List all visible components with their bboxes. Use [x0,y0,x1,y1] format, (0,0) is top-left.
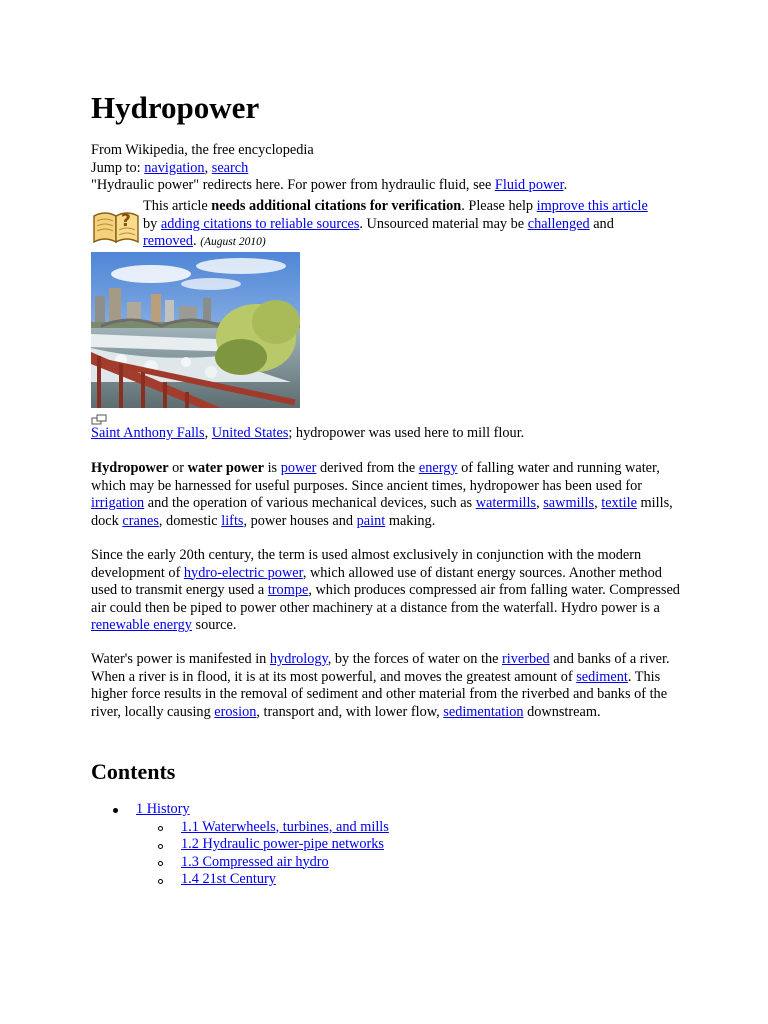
paragraph-history [91,547,681,635]
riverbed-link[interactable]: riverbed [502,651,550,667]
erosion-link[interactable]: erosion [214,703,257,720]
text: Since the early 20th century, the term is used almost exclusively in conjunction with the modern development of [91,547,642,581]
text: downstream. [523,703,601,720]
bullet-circle-icon [158,861,163,866]
text: , [536,495,544,511]
text: of falling water and running water, which may be harnessed for useful purposes. Since ancient times, hydropower has been used for [91,460,660,494]
paragraph-hydrology [91,651,681,721]
svg-text:?: ? [121,211,131,231]
text: derived from the [316,460,419,476]
notice-text-1: This article [143,198,212,214]
toc-item-history[interactable]: 1 History [136,801,190,817]
caption-sep: , [204,425,212,441]
energy-link[interactable]: energy [418,460,458,476]
jump-navigation-link[interactable]: navigation [144,159,205,176]
sedimentation-link[interactable]: sedimentation [443,703,524,720]
bold-water-power: water power [187,460,264,476]
trompe-link[interactable]: trompe [267,582,309,598]
text: is [264,460,281,476]
power-link[interactable]: power [280,460,317,476]
bold-hydropower: Hydropower [91,460,169,476]
text: or [168,460,188,476]
text: mills, dock [91,495,673,529]
renewable-energy-link[interactable]: renewable energy [91,617,192,633]
jump-separator: , [204,159,212,176]
notice-date: (August 2010) [200,236,266,248]
text: and the operation of various mechanical devices, such as [144,495,476,511]
removed-link[interactable]: removed [143,233,194,249]
hatnote-end: . [563,177,568,193]
adding-citations-link[interactable]: adding citations to reliable sources [160,215,360,232]
notice-bold: needs additional citations for verification [211,198,462,214]
toc-item-compressed-air[interactable]: 1.3 Compressed air hydro [181,853,329,870]
paint-link[interactable]: paint [356,512,386,529]
lifts-link[interactable]: lifts [221,512,244,529]
jump-search-link[interactable]: search [211,159,249,176]
notice-text-3: by [143,215,161,232]
text: , which produces compressed air from falling water. Compressed air could then be piped to power other machinery at a distance from the waterfall. Hydro power is a [91,582,680,616]
notice-text-2: . Please help [461,198,537,214]
page-title: Hydropower [91,90,260,125]
jump-to-label: Jump to: [91,159,145,176]
text: , which allowed use of distant energy sources. Another method used to transmit energy used a [91,564,662,598]
challenged-link[interactable]: challenged [527,215,590,232]
figure-caption [91,425,524,443]
toc-item-power-pipe[interactable]: 1.2 Hydraulic power-pipe networks [181,836,384,852]
fluid-power-link[interactable]: Fluid power [494,177,564,193]
text: and banks of a river. When a river is in flood, it is at its most powerful, and moves the greatest amount of [91,651,670,685]
text: , power houses and [243,512,357,529]
cranes-link[interactable]: cranes [122,512,159,529]
notice-text-4: . Unsourced material may be [359,215,528,232]
saint-anthony-falls-photo[interactable] [91,252,300,408]
toc-item-waterwheels[interactable]: 1.1 Waterwheels, turbines, and mills [181,818,389,835]
hydrology-link[interactable]: hydrology [269,651,328,667]
bullet-disc-icon [113,808,118,813]
text: , [594,495,602,511]
bullet-circle-icon [158,826,163,831]
hatnote [91,177,567,195]
jump-to [91,160,248,178]
notice-text-6: . [193,233,201,249]
text: Water's power is manifested in [91,651,270,667]
paragraph-intro [91,460,681,530]
bullet-circle-icon [158,879,163,884]
tagline: From Wikipedia, the free encyclopedia [91,142,314,158]
text: , domestic [158,512,222,529]
textile-link[interactable]: textile [601,495,637,511]
text: . This higher force results in the removal of sediment and other material from the riverbed and banks of the river, locally causing [91,668,668,720]
watermills-link[interactable]: watermills [475,495,537,511]
text: , by the forces of water on the [327,651,503,667]
text: making. [385,512,436,529]
hatnote-text: "Hydraulic power" redirects here. For power from hydraulic fluid, see [91,177,495,193]
caption-text: ; hydropower was used here to mill flour. [288,425,525,441]
notice-text-5: and [589,215,614,232]
contents-heading: Contents [91,759,176,784]
improve-article-link[interactable]: improve this article [536,198,648,214]
hydro-electric-power-link[interactable]: hydro-electric power [183,564,303,581]
saint-anthony-falls-link[interactable]: Saint Anthony Falls [91,425,205,441]
sediment-link[interactable]: sediment [576,668,628,685]
question-book-icon [91,202,141,244]
irrigation-link[interactable]: irrigation [91,495,145,511]
citation-notice [143,198,683,252]
text: source. [191,617,237,633]
sawmills-link[interactable]: sawmills [543,495,595,511]
united-states-link[interactable]: United States [211,425,289,441]
toc-item-21st-century[interactable]: 1.4 21st Century [181,871,276,887]
text: , transport and, with lower flow, [256,703,444,720]
bullet-circle-icon [158,844,163,849]
